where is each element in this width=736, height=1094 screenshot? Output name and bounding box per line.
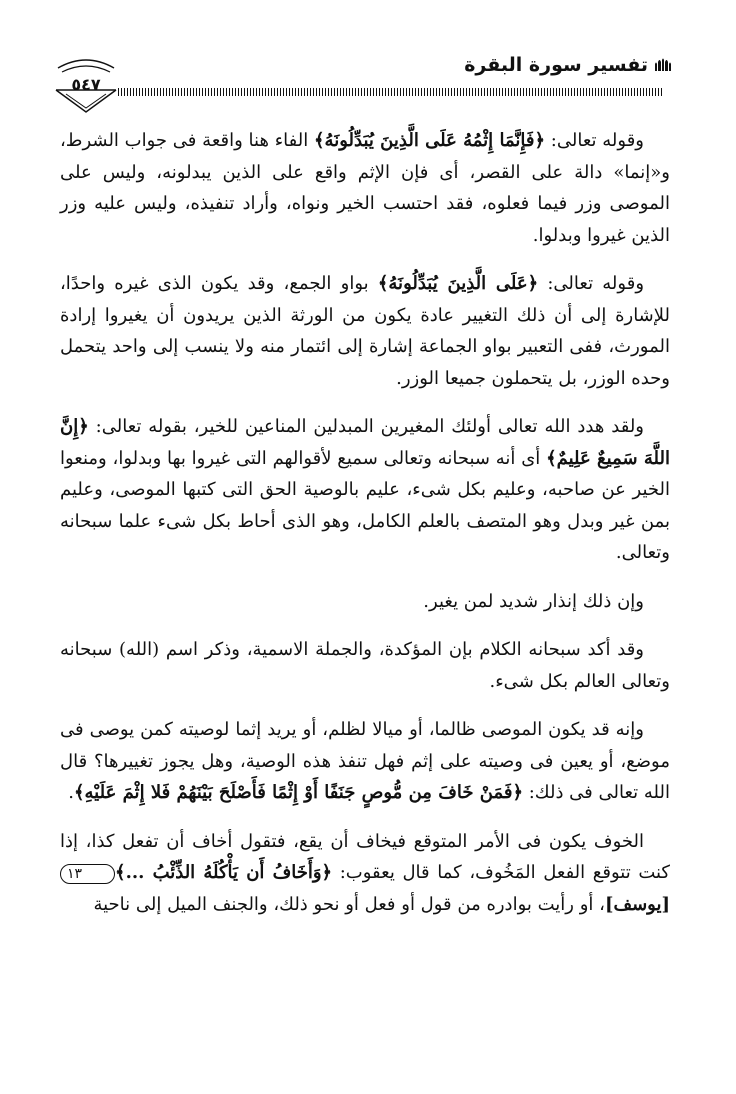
paragraph-text: وإن ذلك إنذار شديد لمن يغير. [423,590,644,612]
flame-ornament-icon [654,58,672,72]
paragraph [60,714,670,809]
header-rule [118,88,664,96]
paragraph-text: ، أو رأيت بوادره من قول أو فعل أو نحو ذلك، والجنف الميل إلى ناحية [93,893,605,915]
running-title [464,54,672,76]
paragraph-text: الفاء هنا واقعة فى جواب الشرط، و«إنما» دالة على القصر، أى فإن الإثم واقع على الذين يبدلونه، وليس على الموصى وزر فيما فعلوه، فقد احتسب الخير ونواه، وأراد تنفيذه، وليس عليه وزر الذين غيروا وبدلوا. [60,130,670,246]
quran-quote: ﴿إِنَّ اللَّهَ سَمِيعٌ عَلِيمٌ﴾ [60,416,670,469]
paragraph-text: ولقد هدد الله تعالى أولئك المغيرين المبدلين المناعين للخير، بقوله تعالى: [88,416,644,437]
paragraph [60,634,670,697]
running-title-text: تفسير سورة البقرة [464,54,648,76]
paragraph-text: الخوف يكون فى الأمر المتوقع فيخاف أن يقع، فتقول أخاف أن تفعل كذا، إذا كنت تتوقع الفعل المَخُوف، كما قال يعقوب: [60,830,671,883]
paragraph-text: وقد أكد سبحانه الكلام بإن المؤكدة، والجملة الاسمية، وذكر اسم (الله) سبحانه وتعالى العالم بكل شىء. [60,639,670,692]
quran-quote: ﴿عَلَى الَّذِينَ يُبَدِّلُونَهُ﴾ [377,273,539,294]
paragraph-text: وإنه قد يكون الموصى ظالما، أو ميالا لظلم، أو يريد إثما لوصيته كمن يوصى فى موضع، أو يعين فى وصيته على إثم فهل تنفذ هذه الوصية، وهل يجوز تغييرها؟ قال الله تعالى فى ذلك: [60,719,670,803]
paragraph-text: وقوله تعالى: [538,273,645,294]
ayah-number: ١٣ [60,864,115,884]
paragraph [60,586,670,618]
quran-quote: ﴿وَأَخَافُ أَن يَأْكُلَهُ الذِّئْبُ ...﴾ [115,862,333,883]
surah-reference: [يوسف] [604,893,670,915]
paragraph [60,826,670,921]
paragraph [60,268,670,394]
paragraph [60,411,670,569]
paragraph-text: وقوله تعالى: [545,130,644,151]
page-number: ٥٤٧ [71,75,101,94]
quran-quote: ﴿فَإِنَّمَا إِثْمُهُ عَلَى الَّذِينَ يُبَدِّلُونَهُ﴾ [314,130,546,151]
quran-quote: ﴿فَمَنْ خَافَ مِن مُّوصٍ جَنَفًا أَوْ إِثْمًا فَأَصْلَحَ بَيْنَهُمْ فَلا إِثْمَ عَلَيْهِ﴾ [73,782,523,803]
paragraph [60,125,670,251]
page-header [40,48,672,118]
paragraph-text: . [68,782,74,803]
body-text [60,125,670,920]
paragraph-text: بواو الجمع، وقد يكون الذى غيره واحدًا، للإشارة إلى أن ذلك التغيير عادة يكون من الورثة الذين يريدون أن يغيروا إرادة المورث، ففى التعبير بواو الجماعة إشارة إلى ائتمار منه ولا ينسب إلى واحد يتحمل وحده الوزر، بل يتحملون جميعا الوزر. [60,273,670,389]
paragraph-text: أى أنه سبحانه وتعالى سميع لأقوالهم التى غيروا بها وبدلوا، ومنعوا الخير عن صاحبه، وعليم بكل شىء، عليم بالوصية الحق التى كتبها الموصى، وعليم بمن غير وبدل وهو المتصف بالعلم الكامل، وهو الذى أحاط بكل شىء علما سبحانه وتعالى. [60,447,670,563]
